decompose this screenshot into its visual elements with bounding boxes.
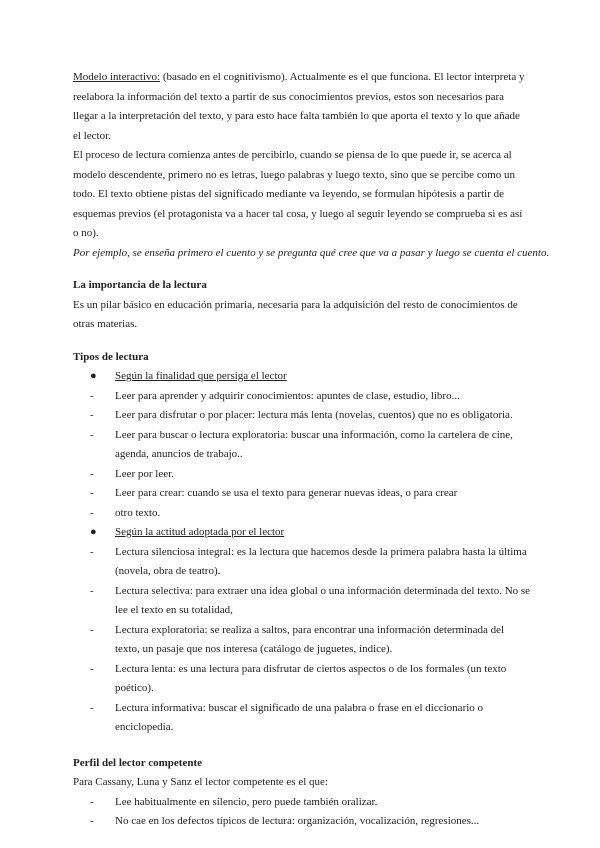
list-item-text: Lectura selectiva: para extraer una idea global o una información determinada del texto. No se	[115, 584, 531, 597]
list-item	[73, 504, 533, 524]
list-finalidad	[73, 387, 533, 524]
list-item	[73, 543, 533, 582]
dash-icon: -	[90, 409, 94, 421]
list-item-text: texto, un pasaje que nos interesa (catálogo de juguetes, índice).	[115, 643, 393, 655]
dash-icon: -	[90, 487, 94, 499]
bullet-icon: ●	[90, 370, 97, 382]
list-item-text: Leer para crear: cuando se usa el texto para generar nuevas ideas, o para crear	[115, 487, 458, 499]
list-item	[73, 426, 533, 465]
text-line: todo. El texto obtiene pistas del significado mediante va leyendo, se formulan hipótesis a partir de	[73, 188, 505, 200]
heading-perfil: Perfil del lector competente	[73, 756, 202, 769]
heading-importancia: La importancia de la lectura	[73, 279, 207, 291]
text-line: reelabora la información del texto a partir de sus conocimientos previos, estos son necesarios para	[73, 90, 504, 103]
text-line: modelo descendente, primero no es letras, luego palabras y luego texto, sino que se percibe como un	[73, 168, 516, 181]
text-line: el lector.	[73, 129, 111, 142]
list-item-text: Leer para disfrutar o por placer: lectura más lenta (novelas, cuentos) que no es obligatoria.	[115, 409, 513, 421]
list-item-text: Lectura silenciosa integral: es la lectura que hacemos desde la primera palabra hasta la última	[115, 545, 527, 558]
dash-icon: -	[90, 795, 94, 808]
list-item	[73, 406, 533, 426]
list-item-text: Leer para buscar o lectura exploratoria: buscar una información, como la cartelera de cine,	[115, 428, 513, 441]
text-line: El proceso de lectura comienza antes de percibirlo, cuando se piensa de lo que puede ir, se acerca al	[73, 149, 512, 161]
list-item-text: No cae en los defectos típicos de lectura: organización, vocalización, regresiones...	[115, 815, 480, 827]
list-item	[73, 699, 533, 738]
list-perfil	[73, 793, 533, 832]
dash-icon: -	[90, 662, 94, 675]
list-item	[73, 660, 533, 699]
text-line: otras materias.	[73, 318, 138, 330]
list-item-text: (novela, obra de teatro).	[115, 565, 221, 577]
dash-icon: -	[90, 467, 94, 480]
dash-icon: -	[90, 701, 94, 714]
list-item-text: Lectura lenta: es una lectura para disfrutar de ciertos aspectos o de los formales (un texto	[115, 662, 507, 675]
list-item	[73, 465, 533, 485]
dash-icon: -	[90, 623, 94, 636]
list-item-text: enciclopedia.	[115, 721, 174, 733]
list-item-text: agenda, anuncios de trabajo..	[115, 448, 243, 460]
text-line: esquemas previos (el protagonista va a hacer tal cosa, y luego al seguir leyendo se comprueba si es así	[73, 207, 523, 220]
list-item	[73, 582, 533, 621]
bullet-group-finalidad: ● Según la finalidad que persiga el lector	[73, 367, 533, 387]
text-line: Es un pilar básico en educación primaria, necesaria para la adquisición del resto de conocimientos de	[73, 298, 518, 311]
modelo-label: Modelo interactivo:	[73, 71, 161, 83]
example-text: Por ejemplo, se enseña primero el cuento y se pregunta qué cree que va a pasar y luego se cuenta el cuento.	[73, 246, 550, 259]
list-item	[73, 387, 533, 407]
dash-icon: -	[90, 506, 94, 519]
list-item-text: Lectura exploratoria: se realiza a saltos, para encontrar una información determinada del	[115, 623, 505, 636]
dash-icon: -	[90, 545, 94, 558]
list-item	[73, 484, 533, 504]
dash-icon: -	[90, 428, 94, 441]
list-item	[73, 793, 533, 813]
list-item-text: lee el texto en su totalidad,	[115, 604, 233, 616]
document-page	[73, 68, 550, 832]
heading-tipos: Tipos de lectura	[73, 350, 149, 363]
list-item-text: Leer por leer.	[115, 467, 174, 480]
intro-paragraph	[73, 88, 533, 244]
dash-icon: -	[90, 389, 94, 402]
dash-icon: -	[90, 584, 94, 597]
text-line: llegar a la interpretación del texto, y para esto hace falta también lo que aporta el texto y lo que añade	[73, 110, 520, 122]
list-item	[73, 812, 533, 832]
perfil-intro: Para Cassany, Luna y Sanz el lector competente es el que:	[73, 776, 328, 788]
list-actitud	[73, 543, 533, 738]
bullet-group-actitud: ● Según la actitud adoptada por el lector	[73, 523, 533, 543]
list-item-text: Lectura informativa: buscar el significado de una palabra o frase en el diccionario o	[115, 701, 484, 714]
list-item-text: Lee habitualmente en silencio, pero puede también oralizar.	[115, 795, 378, 808]
intro-section: Modelo interactivo: (basado en el cognitivismo). Actualmente es el que funciona. El lector interpreta y reelabora la información del texto a partir de sus conocimientos previos, estos son necesarios para llegar a la interpretación del texto, y para esto hace falta también lo que aporta el texto y lo que añade el lector. El proceso de lectura comienza antes de percibirlo, cuando se piensa de lo que puede ir, se acerca al modelo descendente, primero no es letras, luego palabras y luego texto, sino que se percibe como un todo. El texto obtiene pistas del significado mediante va leyendo, se formulan hipótesis a partir de esquemas previos (el protagonista va a hacer tal cosa, y luego al seguir leyendo se comprueba si es así o no). Por ejemplo, se enseña primero el cuento y se pregunta qué cree que va a pasar y luego se cuenta el cuento.	[73, 68, 533, 263]
text-line: o no).	[73, 227, 99, 239]
importancia-paragraph	[73, 296, 533, 335]
dash-icon: -	[90, 815, 94, 827]
list-item-text: poético).	[115, 682, 154, 694]
list-item-text: otro texto.	[115, 506, 161, 519]
list-item-text: Leer para aprender y adquirir conocimientos: apuntes de clase, estudio, libro...	[115, 389, 460, 402]
bullet-icon: ●	[90, 526, 97, 538]
list-item	[73, 621, 533, 660]
